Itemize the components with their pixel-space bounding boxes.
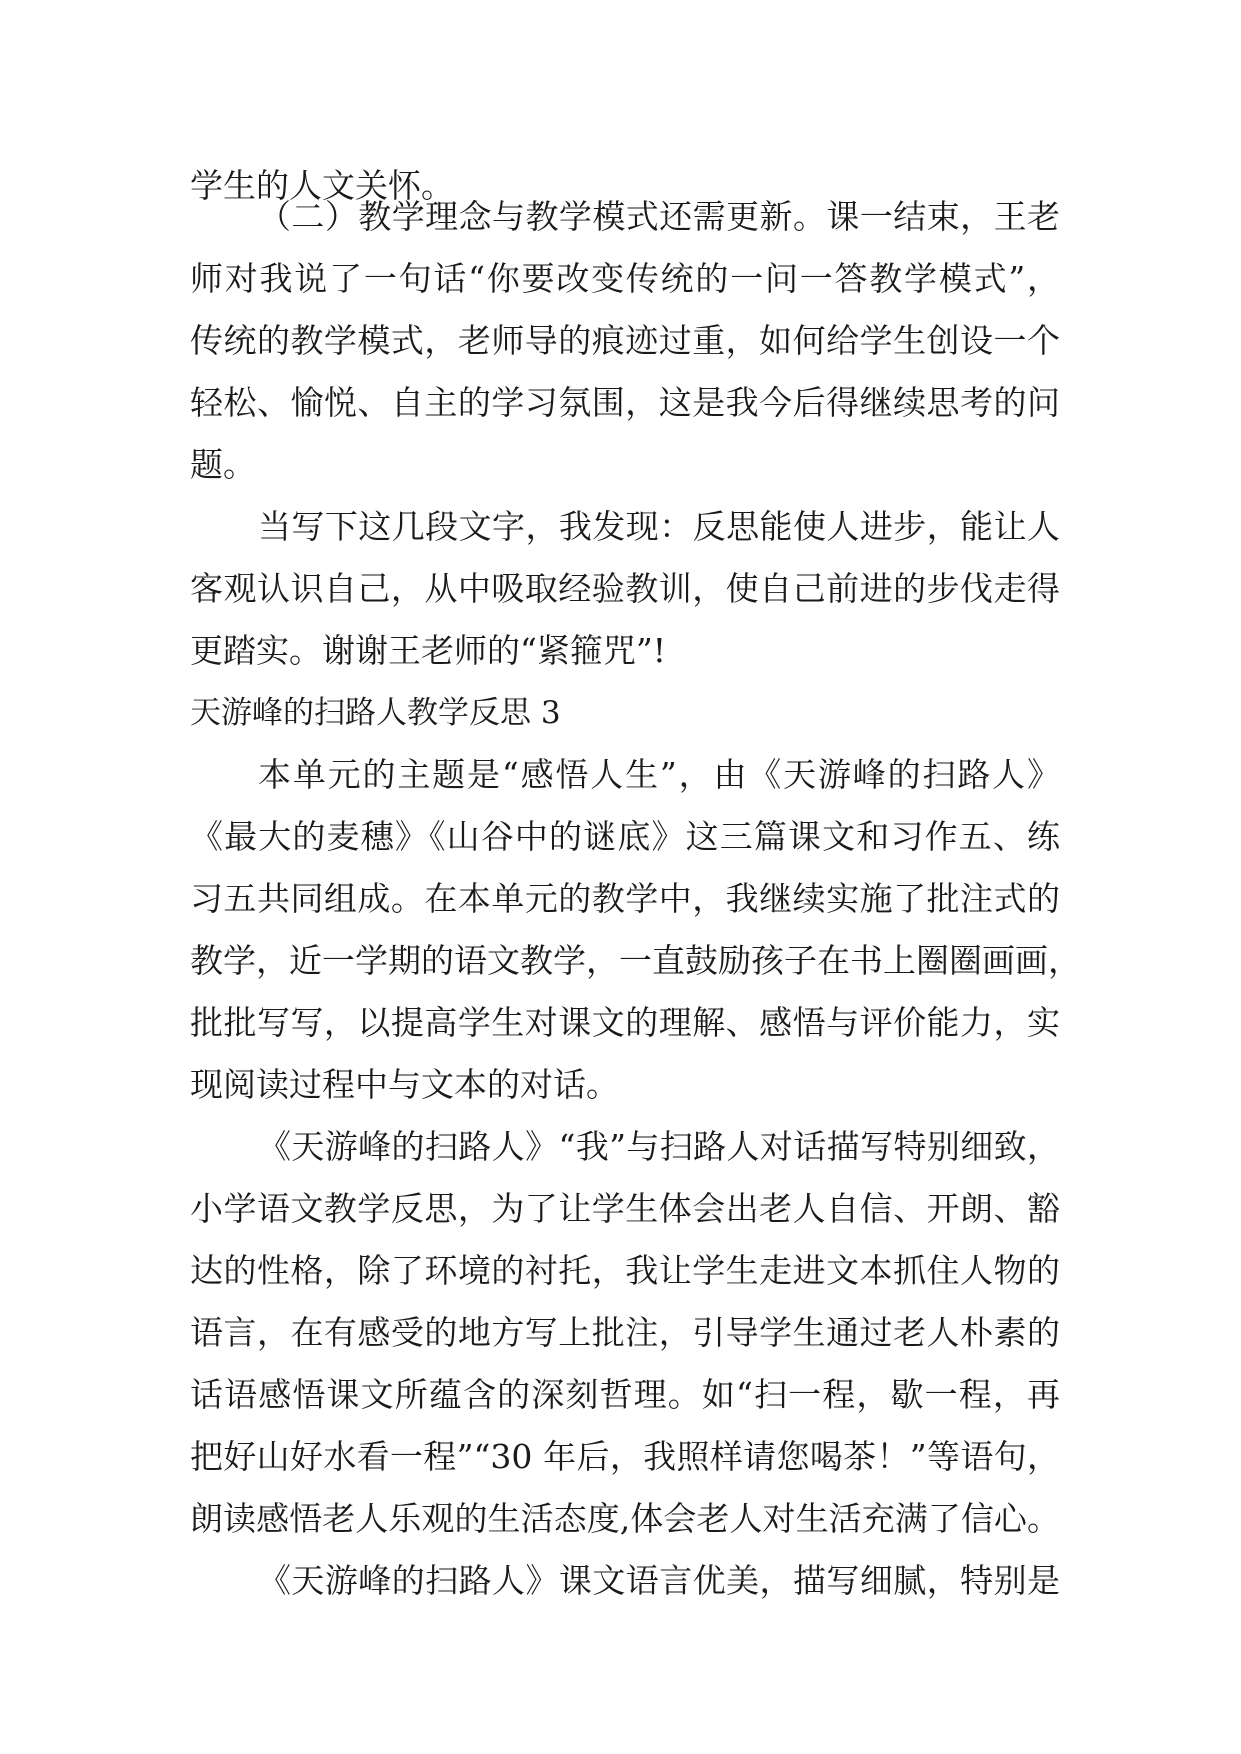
text-line: 当写下这几段文字，我发现：反思能使人进步，能让人 <box>258 507 1060 546</box>
text-line: （二）教学理念与教学模式还需更新。课一结束，王老 <box>258 197 1060 236</box>
text-line: 习五共同组成。在本单元的教学中，我继续实施了批注式的 <box>190 879 1060 918</box>
text-line: 小学语文教学反思，为了让学生体会出老人自信、开朗、豁 <box>190 1189 1060 1228</box>
text-line: 教学，近一学期的语文教学，一直鼓励孩子在书上圈圈画画， <box>190 941 1081 980</box>
text-line: 话语感悟课文所蕴含的深刻哲理。如“扫一程，歇一程，再 <box>190 1375 1060 1414</box>
text-line: 传统的教学模式，老师导的痕迹过重，如何给学生创设一个 <box>190 321 1060 360</box>
text-line: 更踏实。谢谢王老师的“紧箍咒”! <box>190 631 667 670</box>
text-line: 本单元的主题是“感悟人生”，由《天游峰的扫路人》 <box>258 755 1060 794</box>
text-line: 《最大的麦穗》《山谷中的谜底》这三篇课文和习作五、练 <box>190 817 1060 856</box>
section-title: 天游峰的扫路人教学反思 3 <box>190 695 561 731</box>
text-line: 学生的人文关怀。 <box>190 166 454 205</box>
text-line: 达的性格，除了环境的衬托，我让学生走进文本抓住人物的 <box>190 1251 1060 1290</box>
text-line: 师对我说了一句话“你要改变传统的一问一答教学模式”， <box>190 259 1060 298</box>
text-line: 轻松、愉悦、自主的学习氛围，这是我今后得继续思考的问 <box>190 383 1060 422</box>
text-line: 客观认识自己，从中吸取经验教训，使自己前进的步伐走得 <box>190 569 1060 608</box>
text-line: 把好山好水看一程”“30 年后，我照样请您喝茶！”等语句， <box>190 1437 1060 1476</box>
text-line: 批批写写，以提高学生对课文的理解、感悟与评价能力，实 <box>190 1003 1060 1042</box>
text-line: 语言，在有感受的地方写上批注，引导学生通过老人朴素的 <box>190 1313 1060 1352</box>
text-line: 《天游峰的扫路人》“我”与扫路人对话描写特别细致， <box>258 1127 1060 1166</box>
text-line: 题。 <box>190 445 256 484</box>
text-line: 《天游峰的扫路人》课文语言优美，描写细腻，特别是 <box>258 1561 1060 1600</box>
text-line: 朗读感悟老人乐观的生活态度,体会老人对生活充满了信心。 <box>190 1499 1060 1538</box>
text-line: 现阅读过程中与文本的对话。 <box>190 1065 619 1104</box>
